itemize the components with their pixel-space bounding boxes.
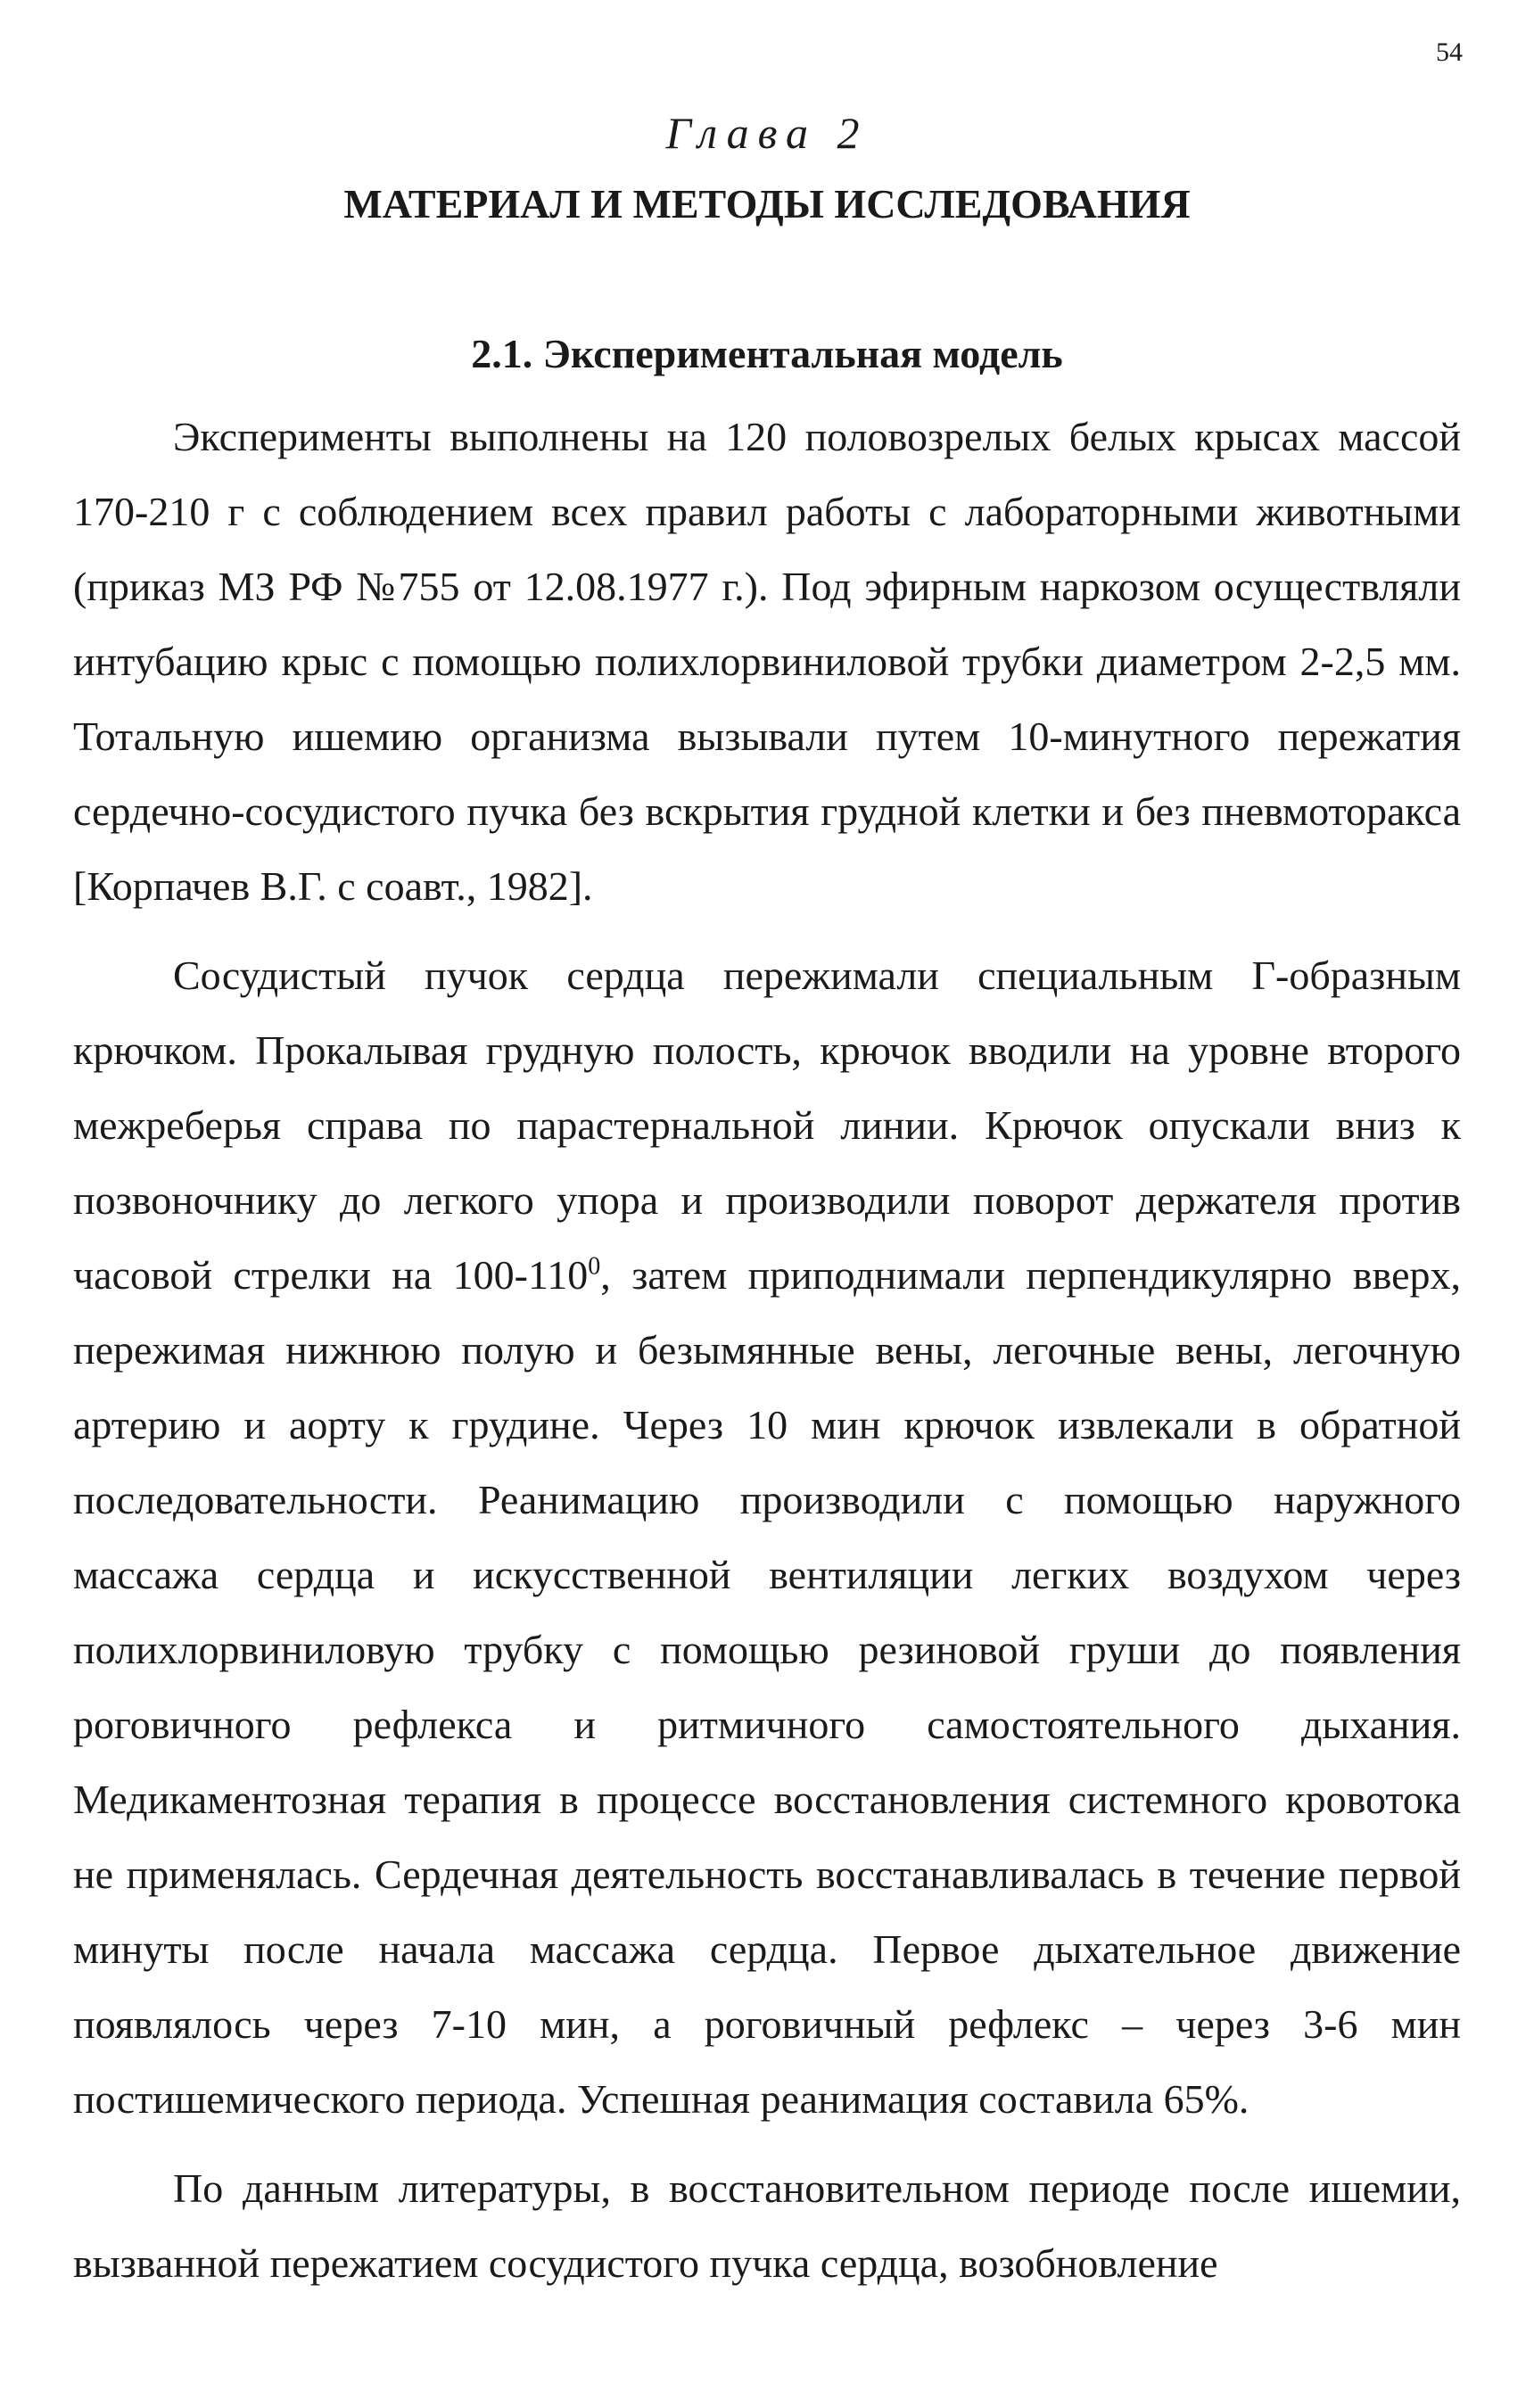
body-text	[73, 400, 1461, 2301]
paragraph-1: Эксперименты выполнены на 120 половозрелых белых крысах массой 170-210 г с соблюдением всех правил работы с лабораторными животными (приказ МЗ РФ №755 от 12.08.1977 г.). Под эфирным наркозом осуществляли интубацию крыс с помощью полихлорвиниловой трубки диаметром 2-2,5 мм. Тотальную ишемию организма вызывали путем 10-минутного пережатия сердечно-сосудистого пучка без вскрытия грудной клетки и без пневмоторакса [Корпачев В.Г. с соавт., 1982].	[73, 414, 1461, 909]
degree-superscript: 0	[588, 1252, 601, 1281]
section-title: 2.1. Экспериментальная модель	[471, 331, 1063, 376]
paragraph-2	[73, 938, 1461, 2137]
paragraph-2-part-2: , затем приподнимали перпендикулярно вверх, пережимая нижнюю полую и безымянные вены, легочные вены, легочную артерию и аорту к грудине. Через 10 мин крючок извлекали в обратной последовательности. Реанимацию производили с помощью наружного массажа сердца и искусственной вентиляции легких воздухом через полихлорвиниловую трубку с помощью резиновой груши до появления роговичного рефлекса и ритмичного самостоятельного дыхания. Медикаментозная терапия в процессе восстановления системного кровотока не применялась. Сердечная деятельность восстанавливалась в течение первой минуты после начала массажа сердца. Первое дыхательное движение появлялось через 7-10 мин, а роговичный рефлекс – через 3-6 мин постишемического периода. Успешная реанимация составила 65%.	[73, 1252, 1461, 2122]
paragraph-3: По данным литературы, в восстановительном периоде после ишемии, вызванной пережатием сосудистого пучка сердца, возобновление	[73, 2165, 1461, 2286]
chapter-title: МАТЕРИАЛ И МЕТОДЫ ИССЛЕДОВАНИЯ	[343, 181, 1191, 227]
chapter-label: Глава 2	[665, 108, 869, 158]
paragraph-2-part-1: Сосудистый пучок сердца пережимали специальным Г-образным крючком. Прокалывая грудную полость, крючок вводили на уровне второго межреберья справа по парастернальной линии. Крючок опускали вниз к позвоночнику до легкого упора и производили поворот держателя против часовой стрелки на 100-110	[73, 952, 1461, 1298]
page-number: 54	[1436, 37, 1463, 67]
